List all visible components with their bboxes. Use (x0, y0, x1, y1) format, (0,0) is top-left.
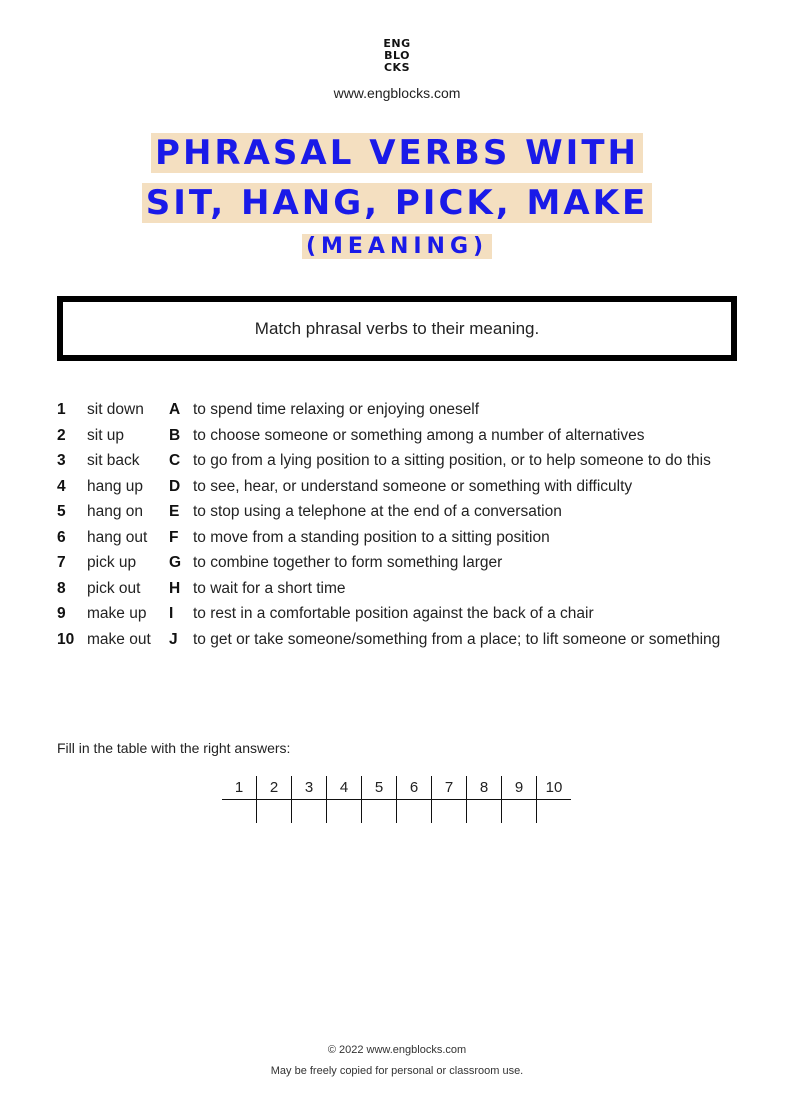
meaning-letter: F (169, 528, 179, 546)
answer-table-header: 2 (257, 776, 292, 800)
list-item (57, 400, 737, 420)
footer-license: May be freely copied for personal or classroom use. (270, 1065, 524, 1077)
answer-table-answer-row (222, 800, 571, 824)
website-url: www.engblocks.com (333, 85, 461, 101)
page-title-line-2: SIT, HANG, PICK, MAKE (0, 182, 794, 224)
meaning-letter: E (169, 503, 180, 520)
answer-table-header: 10 (537, 776, 572, 800)
phrasal-verb: pick out (87, 579, 141, 597)
answer-cell[interactable] (502, 800, 537, 824)
answer-cell[interactable] (222, 800, 257, 824)
list-item (57, 553, 737, 573)
answer-cell[interactable] (257, 800, 292, 824)
phrasal-verb: sit up (87, 426, 125, 444)
meaning-letter: H (169, 579, 181, 597)
phrasal-verb: sit back (87, 452, 140, 469)
item-number: 5 (57, 503, 66, 520)
meaning-text: to stop using a telephone at the end of a conversation (193, 503, 562, 520)
item-number: 7 (57, 554, 66, 571)
phrasal-verb: make up (87, 605, 147, 622)
meaning-text: to wait for a short time (193, 579, 346, 597)
fill-instruction: Fill in the table with the right answers: (57, 740, 291, 756)
meaning-text: to rest in a comfortable position against the back of a chair (193, 605, 594, 622)
list-item (57, 579, 737, 599)
phrasal-verb: make out (87, 630, 151, 648)
meaning-letter: D (169, 477, 181, 495)
list-item (57, 528, 737, 548)
meaning-letter: G (169, 554, 182, 571)
answer-table-header: 7 (432, 776, 467, 800)
item-number: 2 (57, 426, 66, 444)
meaning-text: to spend time relaxing or enjoying oneself (193, 401, 480, 418)
exercise-list (57, 400, 737, 655)
phrasal-verb: pick up (87, 554, 137, 571)
list-item (57, 604, 737, 624)
item-number: 1 (57, 401, 66, 418)
answer-table-header: 9 (502, 776, 537, 800)
list-item (57, 630, 737, 650)
logo-line: CKS (383, 61, 411, 74)
answer-table (222, 776, 571, 823)
answer-cell[interactable] (467, 800, 502, 824)
answer-table-header-row (222, 776, 571, 800)
item-number: 9 (57, 605, 66, 622)
phrasal-verb: sit down (87, 401, 144, 418)
footer-copyright: © 2022 www.engblocks.com (327, 1044, 467, 1056)
meaning-text: to choose someone or something among a number of alternatives (193, 426, 645, 444)
item-number: 4 (57, 477, 66, 495)
answer-cell[interactable] (327, 800, 362, 824)
list-item (57, 426, 737, 446)
phrasal-verb: hang up (87, 477, 144, 495)
phrasal-verb: hang out (87, 528, 148, 546)
answer-cell[interactable] (397, 800, 432, 824)
logo-line: BLO (384, 49, 410, 62)
meaning-text: to get or take someone/something from a place; to lift someone or something (193, 630, 721, 648)
answer-table-header: 1 (222, 776, 257, 800)
list-item (57, 502, 737, 522)
meaning-text: to combine together to form something larger (193, 554, 503, 571)
meaning-letter: A (169, 401, 181, 418)
answer-table-header: 8 (467, 776, 502, 800)
logo (0, 38, 794, 74)
answer-cell[interactable] (292, 800, 327, 824)
item-number: 8 (57, 579, 66, 597)
item-number: 6 (57, 528, 66, 546)
meaning-letter: C (169, 452, 181, 469)
instruction-text: Match phrasal verbs to their meaning. (254, 319, 540, 338)
instruction-box (57, 296, 737, 361)
answer-table-header: 6 (397, 776, 432, 800)
page-title-line-1: PHRASAL VERBS WITH (0, 132, 794, 174)
meaning-text: to go from a lying position to a sitting position, or to help someone to do this (193, 452, 711, 469)
meaning-text: to see, hear, or understand someone or something with difficulty (193, 477, 633, 495)
item-number: 3 (57, 452, 66, 469)
list-item (57, 477, 737, 497)
answer-table-header: 4 (327, 776, 362, 800)
page-subtitle: (MEANING) (0, 233, 794, 261)
answer-table-header: 3 (292, 776, 327, 800)
answer-table-header: 5 (362, 776, 397, 800)
meaning-letter: J (169, 630, 178, 648)
answer-cell[interactable] (432, 800, 467, 824)
item-number: 10 (57, 630, 75, 648)
phrasal-verb: hang on (87, 503, 144, 520)
logo-line: ENG (383, 37, 411, 50)
meaning-letter: I (169, 605, 174, 622)
meaning-text: to move from a standing position to a sitting position (193, 528, 550, 546)
meaning-letter: B (169, 426, 181, 444)
answer-cell[interactable] (537, 800, 572, 824)
answer-cell[interactable] (362, 800, 397, 824)
list-item (57, 451, 737, 471)
